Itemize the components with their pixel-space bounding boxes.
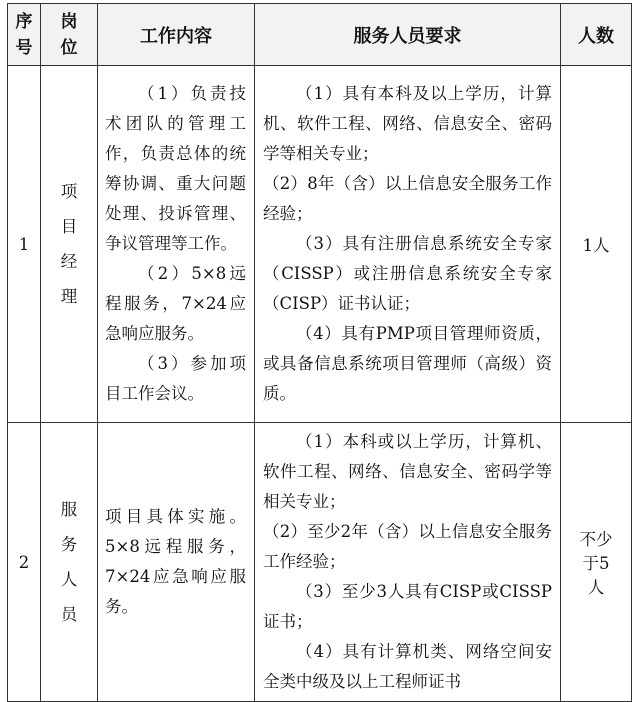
count-cell: 1人 (561, 66, 632, 423)
staffing-table (7, 3, 632, 702)
header-row (8, 4, 632, 66)
requirement-cell (255, 66, 561, 423)
table-row (8, 66, 632, 423)
post-char: 务 (60, 535, 78, 554)
post-char: 人 (60, 570, 78, 589)
header-work-content: 工作内容 (98, 4, 255, 66)
header-seq (8, 4, 41, 66)
work-item: （1）负责技术团队的管理工作，负责总体的统筹协调、重大问题处理、投诉管理、争议管理等工作。 (105, 84, 246, 253)
post-char: 经 (60, 252, 78, 271)
work-item: （2）5×8远程服务，7×24应急响应服务。 (105, 264, 246, 343)
count-cell (561, 423, 632, 702)
requirement-item: （2）至少2年（含）以上信息安全服务工作经验； (263, 522, 552, 571)
count-line: 不少 (579, 530, 613, 549)
post-cell (41, 423, 98, 702)
header-post-line: 岗 (60, 11, 78, 32)
post-char: 服 (60, 500, 78, 519)
header-seq-line: 号 (15, 37, 33, 58)
post-char: 员 (60, 605, 78, 624)
seq-cell: 2 (8, 423, 41, 702)
work-content-cell (98, 423, 255, 702)
work-item: （3）参加项目工作会议。 (105, 354, 246, 403)
post-char: 理 (60, 287, 78, 306)
count-line: 人 (587, 578, 605, 597)
requirement-item: （3）具有注册信息系统安全专家（CISSP）或注册信息系统安全专家（CISP）证书认证； (263, 234, 552, 313)
work-content-cell (98, 66, 255, 423)
requirement-item: （1）本科或以上学历，计算机、软件工程、网络、信息安全、密码学等相关专业； (263, 432, 552, 511)
table-row (8, 423, 632, 702)
header-requirement: 服务人员要求 (255, 4, 561, 66)
requirement-item: （1）具有本科及以上学历，计算机、软件工程、网络、信息安全、密码学等相关专业； (263, 84, 552, 163)
requirement-item: （2）8年（含）以上信息安全服务工作经验； (263, 174, 552, 223)
post-char: 目 (60, 217, 78, 236)
post-cell (41, 66, 98, 423)
count-line: 于5 (582, 554, 610, 573)
work-item: 项目具体实施。5×8远程服务，7×24应急响应服务。 (105, 507, 246, 616)
requirement-item: （4）具有计算机类、网络空间安全类中级及以上工程师证书 (263, 642, 552, 691)
post-char: 项 (60, 182, 78, 201)
header-post (41, 4, 98, 66)
requirement-item: （4）具有PMP项目管理师资质，或具备信息系统项目管理师（高级）资质。 (263, 324, 552, 403)
requirement-cell (255, 423, 561, 702)
header-seq-line: 序 (15, 11, 33, 32)
seq-cell: 1 (8, 66, 41, 423)
requirement-item: （3）至少3人具有CISP或CISSP证书； (263, 582, 552, 631)
header-count: 人数 (561, 4, 632, 66)
header-post-line: 位 (60, 37, 78, 58)
